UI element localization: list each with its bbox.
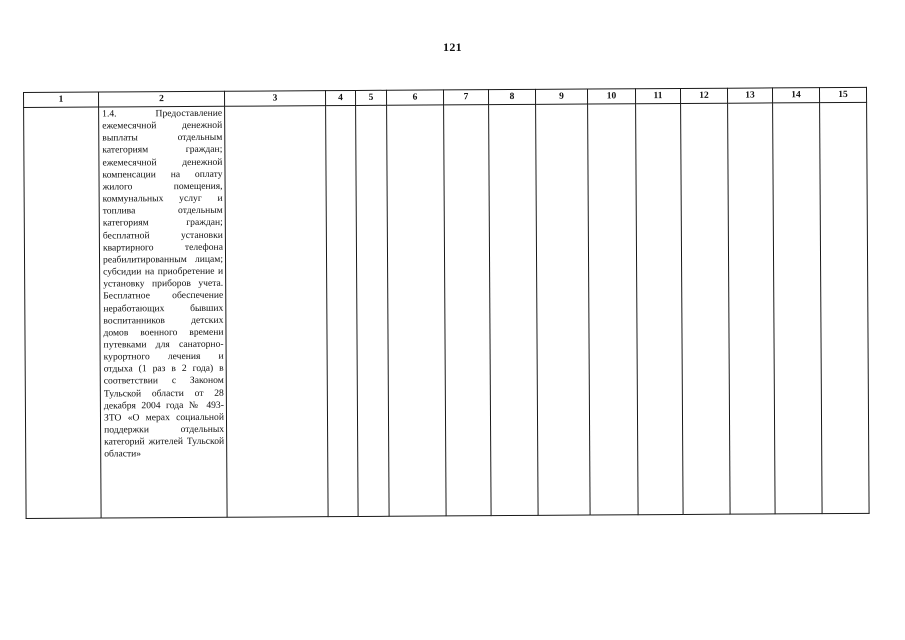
table-cell-col6 [387, 105, 447, 516]
column-header-13: 13 [727, 88, 772, 103]
table-cell-col11 [636, 103, 684, 514]
table-cell-col7 [444, 105, 492, 516]
table-cell-col10 [588, 104, 639, 515]
data-table [23, 87, 870, 519]
table-cell-col13 [728, 103, 776, 514]
table-cell-col15 [820, 102, 870, 513]
page-number: 121 [443, 40, 462, 54]
column-header-15: 15 [819, 87, 866, 102]
column-header-10: 10 [587, 89, 635, 104]
column-header-12: 12 [680, 88, 727, 103]
column-header-1: 1 [24, 92, 99, 107]
table-cell-col4 [326, 105, 359, 516]
table-cell-col14 [773, 103, 823, 514]
column-header-2: 2 [99, 91, 225, 107]
column-header-7: 7 [443, 90, 488, 105]
table-cell-col12 [681, 103, 731, 514]
table-cell-col8 [489, 104, 539, 515]
column-header-8: 8 [488, 89, 535, 104]
table-cell-col5 [356, 105, 390, 516]
table-cell-col2 [99, 106, 228, 518]
table-cell-col3 [225, 106, 329, 518]
column-header-5: 5 [355, 90, 386, 105]
column-header-11: 11 [635, 88, 680, 103]
column-header-14: 14 [772, 88, 819, 103]
table-cell-col1 [24, 107, 102, 518]
column-header-9: 9 [535, 89, 587, 104]
measure-description: 1.4. Предоставление ежемесячной денежной выплаты отдельным категориям граждан; ежемесячной денежной компенсации на оплату жилого помещения, коммунальных услуг и топлива отдельным категориям граждан; бесплатной установки квартирного телефона реабилитированным лицам; субсидии на приобретение и установку приборов учета. Бесплатное обеспечение неработающих бывших воспитанников детских домов военного времени путевками для санаторно-курортного лечения и отдыха (1 раз в 2 года) в соответствии с Законом Тульской области от 28 декабря 2004 года № 493-ЗТО «О мерах социальной поддержки отдельных категорий жителей Тульской области» [102, 107, 225, 460]
table-cell-col9 [536, 104, 591, 515]
column-header-3: 3 [224, 91, 325, 107]
column-header-4: 4 [325, 90, 355, 105]
column-header-6: 6 [386, 90, 443, 105]
table-row [24, 102, 869, 518]
